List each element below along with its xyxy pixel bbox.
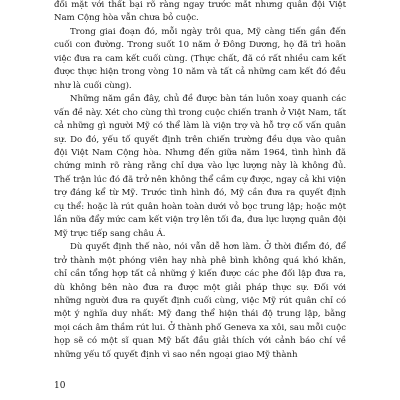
paragraph-4: Dù quyết định thế nào, nói vẫn dễ hơn làm. Ở thời điểm đó, để trở thành một phóng viên hay nhà phê bình không quá khó khăn, chỉ cần tổng hợp tất cả những ý kiến được các phe đối lập đưa ra, dù không bên nào đưa ra được một giải pháp thực sự. Đối với những người đưa ra quyết định cuối cùng, việc Mỹ rút quân chỉ có một ý nghĩa duy nhất: Mỹ đang thể hiện thái độ trung lập, bằng mọi cách âm thầm rút lui. Ở thành phố Geneva xa xôi, sau mỗi cuộc họp sẽ có một sĩ quan Mỹ bất đầu giải thích với cảnh báo chí về những yếu tố quyết định vì sao nền ngoại giao Mỹ thành	[54, 242, 346, 360]
paragraph-2: Trong giai đoạn đó, mỗi ngày trôi qua, Mỹ càng tiến gần đến cuối con đường. Trong suốt 10 năm ở Đông Dương, họ đã trì hoãn việc đưa ra cam kết cuối cùng. (Thực chất, đã có rất nhiều cam kết được thực hiện trong vòng 10 năm và tất cả những cam kết đó đều như là cuối cùng).	[54, 26, 346, 91]
paragraph-1: đối mặt với thất bại rõ ràng ngay trước mắt nhưng quân đội Việt Nam Cộng hòa vẫn chưa bỏ cuộc.	[54, 0, 346, 24]
page-number: 10	[54, 381, 66, 391]
body-text	[54, 0, 346, 362]
paragraph-3: Những năm gần đây, chủ đề được bàn tán luôn xoay quanh các vấn đề này. Xét cho cùng thì trong cuộc chiến tranh ở Việt Nam, tất cả những gì người Mỹ có thể làm là viện trợ và hỗ trợ cố vấn quân sự. Do đó, yếu tố quyết định trên chiến trường đều dựa vào quân đội Việt Nam Cộng hòa. Nhưng đến giữa năm 1964, tình hình đã chứng minh rõ ràng rằng chỉ dựa vào lực lượng này là không đủ. Thế trận lúc đó đã trở nên không thể cầm cự được, ngay cả khi viện trợ đáng kể từ Mỹ. Trước tình hình đó, Mỹ cần đưa ra quyết định cụ thể: hoặc là rút quân hoàn toàn dưới vỏ bọc trung lập; hoặc một lần nữa đẩy mức cam kết viện trợ lên tối đa, đưa lực lượng quân đội Mỹ trực tiếp sang châu Á.	[54, 94, 346, 239]
